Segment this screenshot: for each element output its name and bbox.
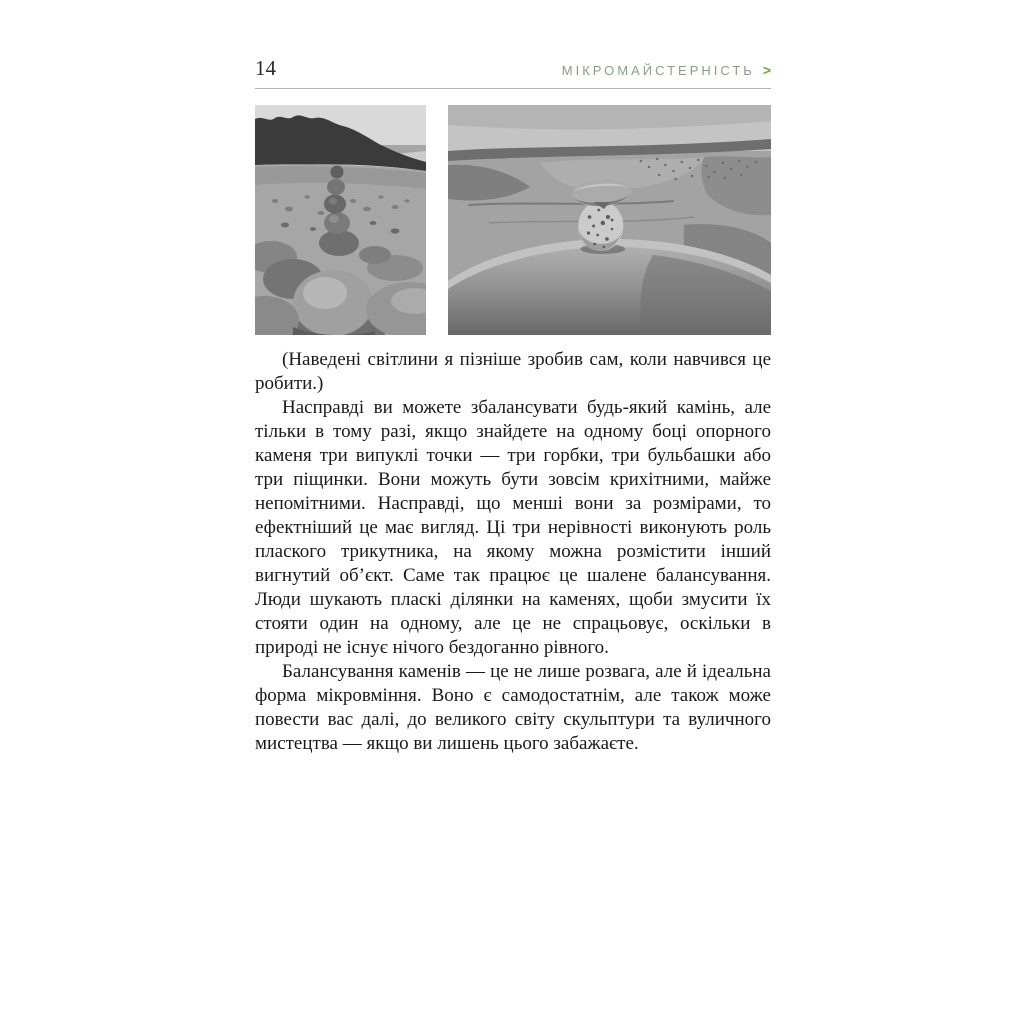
photo-stone-stack-beach: [255, 105, 426, 335]
chevron-right-icon: >: [762, 62, 771, 78]
page-header: [255, 56, 771, 81]
header-divider: [255, 88, 771, 89]
page-content: [255, 56, 771, 756]
body-text: [255, 348, 771, 756]
running-head: МІКРОМАЙСТЕРНІСТЬ: [561, 63, 755, 78]
photo-balanced-stones-boulder: [448, 105, 771, 335]
paragraph-microskill-conclusion: Балансування каменів — це не лише розвага, але й ідеальна форма мікровміння. Воно є самодостатнім, але також може повести вас далі, до великого світу скульптури та вуличного мистецтва — якщо ви лишень цього забажаєте.: [255, 661, 771, 754]
running-head-group: [562, 62, 771, 80]
paragraph-photo-note: (Наведені світлини я пізніше зробив сам, коли навчився це робити.): [255, 349, 771, 394]
page-number: 14: [255, 56, 276, 80]
paragraph-balancing-explanation: Насправді ви можете збалансувати будь-який камінь, але тільки в тому разі, якщо знайдете на одному боці опорного каменя три випуклі точки — три горбки, три бульбашки або три піщинки. Вони можуть бути зовсім крихітними, майже непомітними. Насправді, що менші вони за розмірами, то ефектніший це має вигляд. Ці три нерівності виконують роль плаского трикутника, на якому можна розмістити інший вигнутий об’єкт. Саме так працює це шалене балансування. Люди шукають пласкі ділянки на каменях, щоби змусити їх стояти один на одному, але це не спрацьовує, оскільки в природі не існує нічого бездоганно рівного.: [255, 397, 771, 658]
stone-stack-illustration: [255, 105, 426, 335]
balanced-stones-illustration: [448, 105, 771, 335]
photo-row: [255, 105, 771, 335]
